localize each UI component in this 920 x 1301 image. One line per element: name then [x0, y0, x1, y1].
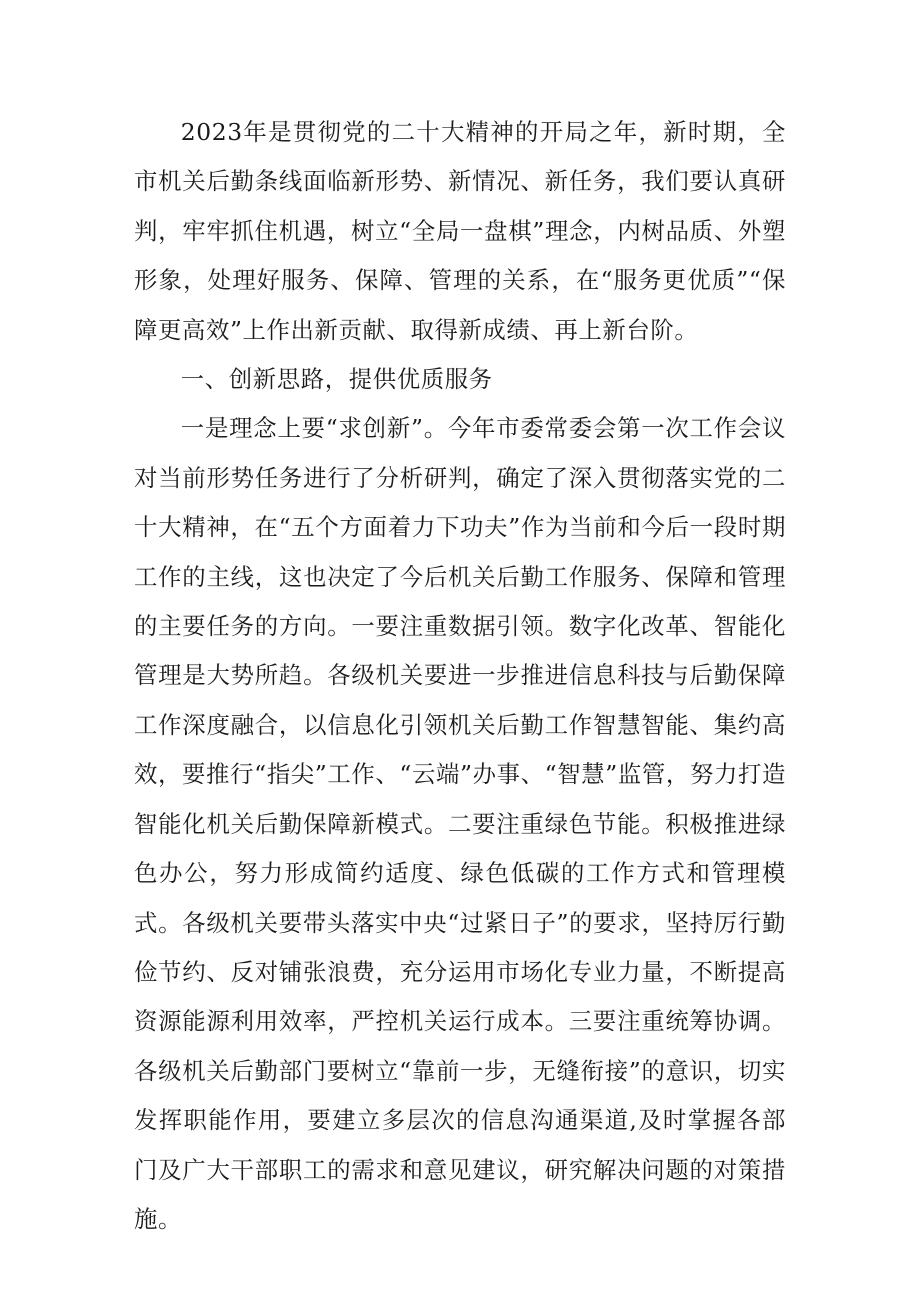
intro-paragraph: 2023年是贯彻党的二十大精神的开局之年，新时期，全市机关后勤条线面临新形势、新情况、新任务，我们要认真研判，牢牢抓住机遇，树立“全局一盘棋”理念，内树品质、外塑形象，处理好服务、保障、管理的关系，在“服务更优质”“保障更高效”上作出新贡献、取得新成绩、再上新台阶。 [134, 118, 786, 344]
section-heading: 一、创新思路，提供优质服务 [180, 365, 493, 394]
document-body [134, 108, 786, 1244]
body-paragraph: 一是理念上要“求创新”。今年市委常委会第一次工作会议对当前形势任务进行了分析研判，确定了深入贯彻落实党的二十大精神，在“五个方面着力下功夫”作为当前和今后一段时期工作的主线，这也决定了今后机关后勤工作服务、保障和管理的主要任务的方向。一要注重数据引领。数字化改革、智能化管理是大势所趋。各级机关要进一步推进信息科技与后勤保障工作深度融合，以信息化引领机关后勤工作智慧智能、集约高效，要推行“指尖”工作、“云端”办事、“智慧”监管，努力打造智能化机关后勤保障新模式。二要注重绿色节能。积极推进绿色办公，努力形成简约适度、绿色低碳的工作方式和管理模式。各级机关要带头落实中央“过紧日子”的要求，坚持厉行勤俭节约、反对铺张浪费，充分运用市场化专业力量，不断提高资源能源利用效率，严控机关运行成本。三要注重统筹协调。各级机关后勤部门要树立“靠前一步，无缝衔接”的意识，切实发挥职能作用，要建立多层次的信息沟通渠道,及时掌握各部门及广大干部职工的需求和意见建议，研究解决问题的对策措施。 [134, 414, 786, 1233]
